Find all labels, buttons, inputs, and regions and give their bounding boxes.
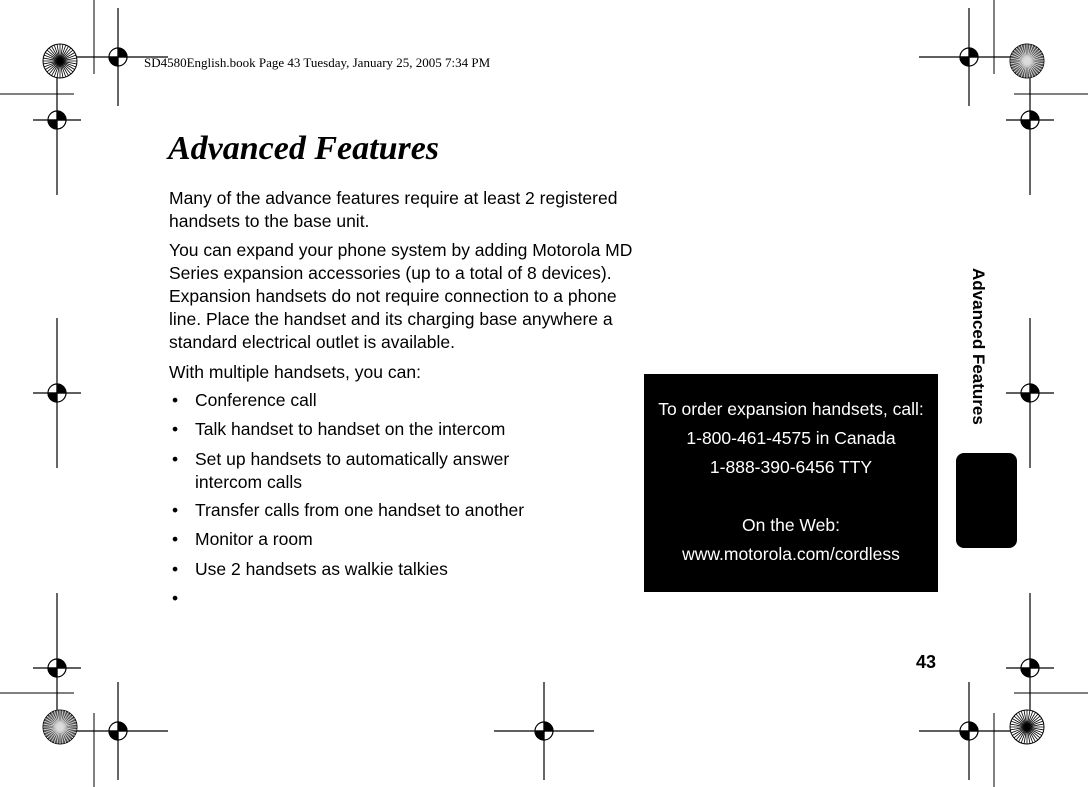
bullet-icon: • <box>172 588 179 608</box>
crosshair-mark <box>494 682 594 780</box>
section-side-label: Advanced Features <box>969 268 988 425</box>
multiple-handsets-intro: With multiple handsets, you can: <box>169 362 421 382</box>
ordering-info-callout <box>644 374 938 592</box>
callout-tty-phone: 1-888-390-6456 TTY <box>709 457 873 477</box>
crosshair-mark <box>1006 318 1054 468</box>
list-item <box>172 529 535 559</box>
crosshair-mark <box>68 682 168 780</box>
list-item-text: Use 2 handsets as walkie talkies <box>195 559 448 579</box>
starburst-mark <box>1010 710 1044 744</box>
list-item <box>172 559 535 588</box>
list-item-text: Transfer calls from one handset to another <box>195 500 525 520</box>
starburst-mark <box>1010 44 1044 78</box>
list-item <box>172 419 535 448</box>
page-number: 43 <box>916 652 937 672</box>
crosshair-mark <box>919 8 1019 106</box>
feature-list <box>172 390 535 612</box>
bullet-icon: • <box>172 559 179 579</box>
bullet-icon: • <box>172 529 179 549</box>
crosshair-mark <box>919 682 1019 780</box>
list-item <box>172 500 535 529</box>
bullet-icon: • <box>172 419 179 439</box>
bullet-icon: • <box>172 390 179 410</box>
list-item-text: Monitor a room <box>195 529 313 549</box>
list-item-text: Conference call <box>195 390 317 410</box>
callout-order-line: To order expansion handsets, call: <box>658 399 924 419</box>
crosshair-mark <box>33 318 81 468</box>
list-item <box>172 390 535 419</box>
page-title: Advanced Features <box>168 130 440 167</box>
list-item <box>172 588 535 612</box>
intro-paragraph: Many of the advance features require at least 2 registered handsets to the base unit. <box>169 188 618 231</box>
expansion-paragraph: You can expand your phone system by adding Motorola MD Series expansion accessories (up to a total of 8 devices). Expansion handsets do not require connection to a phone line. Place the handset and its charging base anywhere a standard electrical outlet is available. <box>169 240 633 352</box>
section-thumb-tab <box>956 453 1017 548</box>
callout-web-url: www.motorola.com/cordless <box>682 544 900 564</box>
starburst-mark <box>43 710 77 744</box>
bullet-icon: • <box>172 449 179 469</box>
callout-canada-phone: 1-800-461-4575 in Canada <box>686 428 896 448</box>
list-item <box>172 448 535 500</box>
list-item-text: Talk handset to handset on the intercom <box>195 419 506 439</box>
callout-web-label: On the Web: <box>742 515 840 535</box>
list-item-text: Set up handsets to automatically answer intercom calls <box>195 449 510 492</box>
bullet-icon: • <box>172 500 179 520</box>
starburst-mark <box>43 44 77 78</box>
book-header-line: SD4580English.book Page 43 Tuesday, January 25, 2005 7:34 PM <box>144 55 491 70</box>
